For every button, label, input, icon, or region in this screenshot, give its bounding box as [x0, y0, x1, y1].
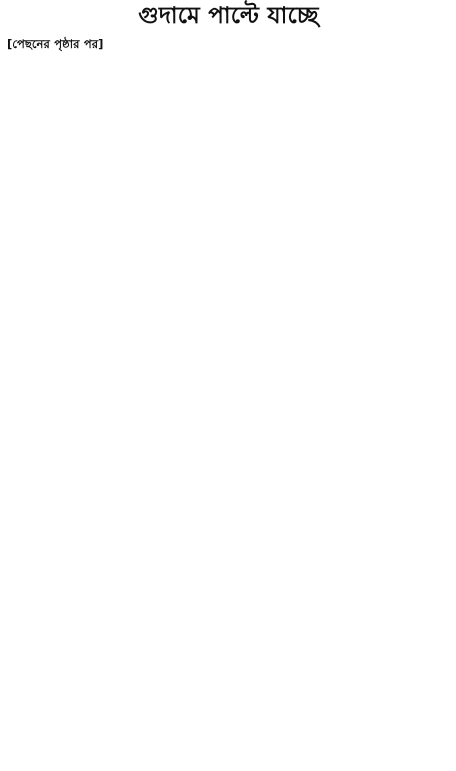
continued-from-back-page-label: [পেছনের পৃষ্ঠার পর]: [7, 37, 104, 51]
article-headline: গুদামে পাল্টে যাচ্ছে: [138, 3, 319, 29]
article-body: [7, 36, 450, 54]
